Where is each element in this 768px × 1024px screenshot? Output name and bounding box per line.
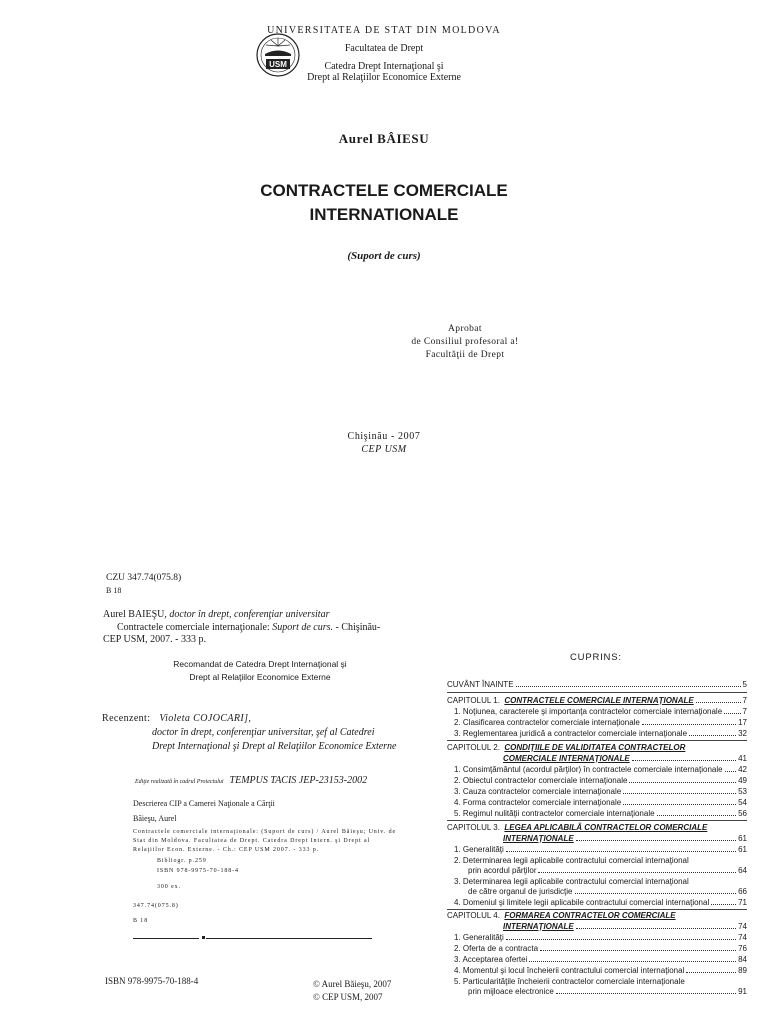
toc-item[interactable] [454,933,747,942]
toc-page: 41 [738,754,747,763]
toc-page: 7 [742,707,747,716]
citation-city: - Chişinău- [335,622,381,633]
toc-item[interactable] [454,707,747,716]
cip-title: Descrierea CIP a Camerei Naţionale a Cărţii [133,799,275,808]
citation-type: Suport de curs. [272,622,334,633]
toc-item-label: 2. Clasificarea contractelor comerciale internaţionale [454,718,640,727]
toc-item-cont[interactable] [468,887,747,896]
toc-item-label: 1. Consimţământul (acordul părţilor) în contractele comerciale internaţionale [454,765,723,774]
toc-chapter-prefix: CAPITOLUL 4. [447,911,500,920]
department-line-2: Drept al Relaţiilor Economice Externe [307,72,461,83]
toc-leader [642,718,736,725]
toc-leader [516,680,741,687]
approval-line-3: Facultăţii de Drept [425,350,505,360]
toc-chapter-heading-2: INTERNAŢIONALE [503,922,574,931]
toc-item-label: 1. Generalităţi [454,845,504,854]
toc-leader [540,944,736,951]
toc-chapter-prefix: CAPITOLUL 3. [447,823,500,832]
toc-leader [711,898,736,905]
toc-page: 56 [738,809,747,818]
project-note [135,775,367,786]
toc-item[interactable] [454,718,747,727]
cip-isbn: ISBN 978-9975-70-188-4 [157,868,239,874]
university-name: UNIVERSITATEA DE STAT DIN MOLDOVA [267,25,501,36]
approval-line-1: Aprobat [448,324,482,334]
copyright-publisher: © CEP USM, 2007 [313,992,383,1002]
author-credentials-desc: doctor în drept, conferenţiar universitar [169,609,330,620]
toc-title: CUPRINS: [570,652,622,663]
toc-item[interactable] [454,809,747,818]
cip-biblio: Bibliogr. p.259 [157,858,207,864]
toc-item-label: de către organul de jurisdicţie [468,887,573,896]
book-subtitle: (Suport de curs) [347,250,421,262]
toc-item[interactable] [454,729,747,738]
toc-page: 66 [738,887,747,896]
toc-chapter-heading-2: COMERCIALE INTERNAŢIONALE [503,754,630,763]
toc-item[interactable] [454,845,747,854]
toc-leader [538,866,736,873]
toc-chapter-heading: CONTRACTELE COMERCIALE INTERNAŢIONALE [504,696,694,705]
toc-chapter-prefix: CAPITOLUL 1. [447,696,500,705]
reviewer-desc-2: Drept Internaţional şi Drept al Relaţiilor Economice Externe [152,741,397,752]
toc-item-label: 4. Domeniul şi limitele legii aplicabile contractului comercial internaţional [454,898,710,907]
toc-chapter-2[interactable] [447,743,685,752]
toc-preface-label: CUVÂNT ÎNAINTE [447,680,514,689]
toc-item[interactable] [454,787,747,796]
city-year: Chişinău - 2007 [347,431,421,442]
toc-item-label: 1. Generalităţi [454,933,504,942]
toc-leader [686,966,736,973]
toc-page: 7 [742,696,747,705]
toc-page: 84 [738,955,747,964]
cip-body: Contractele comerciale internaţionale: (Suport de curs) / Aurel Băieşu; Univ. de Stat din Moldova. Facultatea de Drept. Catedra Drept Intern. şi Drept al Relaţiilor Econ. Externe. - Ch.: CEP USM 2007. - 333 p. [133,829,397,853]
recommendation [130,658,390,684]
toc-item[interactable] [454,944,747,953]
toc-page: 64 [738,866,747,875]
toc-chapter-heading: LEGEA APLICABILĂ CONTRACTELOR COMERCIALE [504,823,708,832]
toc-chapter-1[interactable] [447,696,747,705]
divider-right [206,938,372,939]
toc-rule [447,692,747,693]
toc-leader [629,776,736,783]
toc-item[interactable] [454,798,747,807]
divider-left [133,938,199,939]
publisher: CEP USM [361,444,407,455]
toc-chapter-3-cont[interactable] [503,834,747,843]
toc-chapter-2-cont[interactable] [503,754,747,763]
toc-leader [657,809,737,816]
department-line-1: Catedra Drept Internaţional şi [324,61,444,72]
toc-page: 53 [738,787,747,796]
toc-page: 61 [738,834,747,843]
toc-item[interactable] [454,966,747,975]
toc-item[interactable] [454,955,747,964]
toc-item[interactable]: 3. Determinarea legii aplicabile contractului comercial internaţional [454,877,689,886]
reviewer-desc-1: doctor în drept, conferenţiar universitar, şef al Catedrei [152,727,375,738]
toc-item-label: 3. Acceptarea ofertei [454,955,528,964]
toc-page: 91 [738,987,747,996]
toc-item-cont[interactable] [468,987,747,996]
toc-chapter-heading: FORMAREA CONTRACTELOR COMERCIALE [504,911,676,920]
toc-leader [506,933,736,940]
toc-page: 49 [738,776,747,785]
cip-copies: 300 ex. [157,884,181,890]
citation-title: Contractele comerciale internaţionale: [117,622,270,633]
toc-page: 74 [738,922,747,931]
toc-page: 32 [738,729,747,738]
toc-leader [623,798,736,805]
toc-item[interactable]: 5. Particularităţile încheierii contractelor comerciale internaţionale [454,977,685,986]
toc-leader [696,696,741,703]
toc-page: 5 [742,680,747,689]
toc-item[interactable] [454,776,747,785]
toc-leader [576,922,736,929]
toc-item-label: 2. Obiectul contractelor comerciale internaţionale [454,776,628,785]
recommendation-line-1: Recomandat de Catedra Drept Internaţional şi [173,659,347,669]
toc-rule [447,740,747,741]
reviewer-name: Violeta COJOCARI], [159,713,252,724]
toc-leader [575,887,737,894]
book-title-line-1: CONTRACTELE COMERCIALE [260,181,508,200]
citation-publisher: CEP USM, 2007. - 333 p. [103,634,206,645]
copyright-author: © Aurel Băieşu, 2007 [313,979,392,989]
reviewers [102,713,251,724]
toc-item-label: 4. Momentul şi locul încheierii contractului comercial internaţional [454,966,685,975]
toc-leader [725,765,737,772]
approval-note [390,323,540,362]
book-title-line-2: INTERNATIONALE [309,205,459,224]
divider-dot [202,936,205,939]
toc-item-label: prin mijloace electronice [468,987,554,996]
toc-chapter-3[interactable] [447,823,707,832]
toc-leader [689,729,736,736]
approval-line-2: de Consiliul profesoral a! [411,337,519,347]
project-small: Ediţie realizată în cadrul Proiectului [135,779,224,785]
author-credentials [103,609,329,620]
toc-page: 54 [738,798,747,807]
toc-chapter-heading: CONDIŢIILE DE VALIDITATEA CONTRACTELOR [504,743,686,752]
toc-page: 71 [738,898,747,907]
toc-item-cont[interactable] [468,866,747,875]
toc-item-label: 1. Noţiunea, caracterele şi importanţa contractelor comerciale internaţionale [454,707,723,716]
toc-page: 61 [738,845,747,854]
toc-leader [632,754,736,761]
toc-leader [623,787,736,794]
toc-item[interactable] [454,765,747,774]
cip-udc: 347.74(075.8) [133,903,179,909]
toc-chapter-4-cont[interactable] [503,922,747,931]
toc-item-label: prin acordul părţilor [468,866,537,875]
toc-chapter-4[interactable] [447,911,676,920]
toc-preface[interactable] [447,680,747,689]
toc-leader [556,987,736,994]
library-code: B 18 [106,586,122,595]
reviewers-label: Recenzent: [102,713,151,724]
toc-leader [529,955,736,962]
toc-item[interactable] [454,898,747,907]
toc-item-label: 5. Regimul nulităţii contractelor comerciale internaţionale [454,809,655,818]
logo-text: USM [269,60,287,69]
citation [103,622,403,646]
toc-item[interactable]: 2. Determinarea legii aplicabile contractului comercial internaţional [454,856,689,865]
cip-author: Băieşu, Aurel [133,814,177,823]
toc-item-label: 4. Forma contractelor comerciale internaţionale [454,798,622,807]
toc-rule [447,909,747,910]
toc-chapter-heading-2: INTERNAŢIONALE [503,834,574,843]
toc-item-label: 2. Oferta de a contracta [454,944,539,953]
recommendation-line-2: Drept al Relaţiilor Economice Externe [189,672,331,682]
toc-chapter-prefix: CAPITOLUL 2. [447,743,500,752]
cip-b: B 18 [133,918,149,924]
toc-page: 42 [738,765,747,774]
toc-page: 74 [738,933,747,942]
czu-code: CZU 347.74(075.8) [106,573,182,583]
toc-leader [724,707,740,714]
toc-page: 76 [738,944,747,953]
toc-item-label: 3. Reglementarea juridică a contractelor comerciale internaţionale [454,729,688,738]
faculty-name: Facultatea de Drept [344,43,424,54]
toc-rule [447,820,747,821]
toc-leader [576,834,736,841]
toc-item-label: 3. Cauza contractelor comerciale internaţionale [454,787,622,796]
toc-leader [506,845,736,852]
project-name: TEMPUS TACIS JEP-23153-2002 [229,775,368,786]
author-name: Aurel BÂIESU [338,131,430,146]
author-credentials-name: Aurel BAIEŞU, [103,609,167,620]
toc-page: 89 [738,966,747,975]
isbn: ISBN 978-9975-70-188-4 [105,976,199,986]
toc-page: 17 [738,718,747,727]
